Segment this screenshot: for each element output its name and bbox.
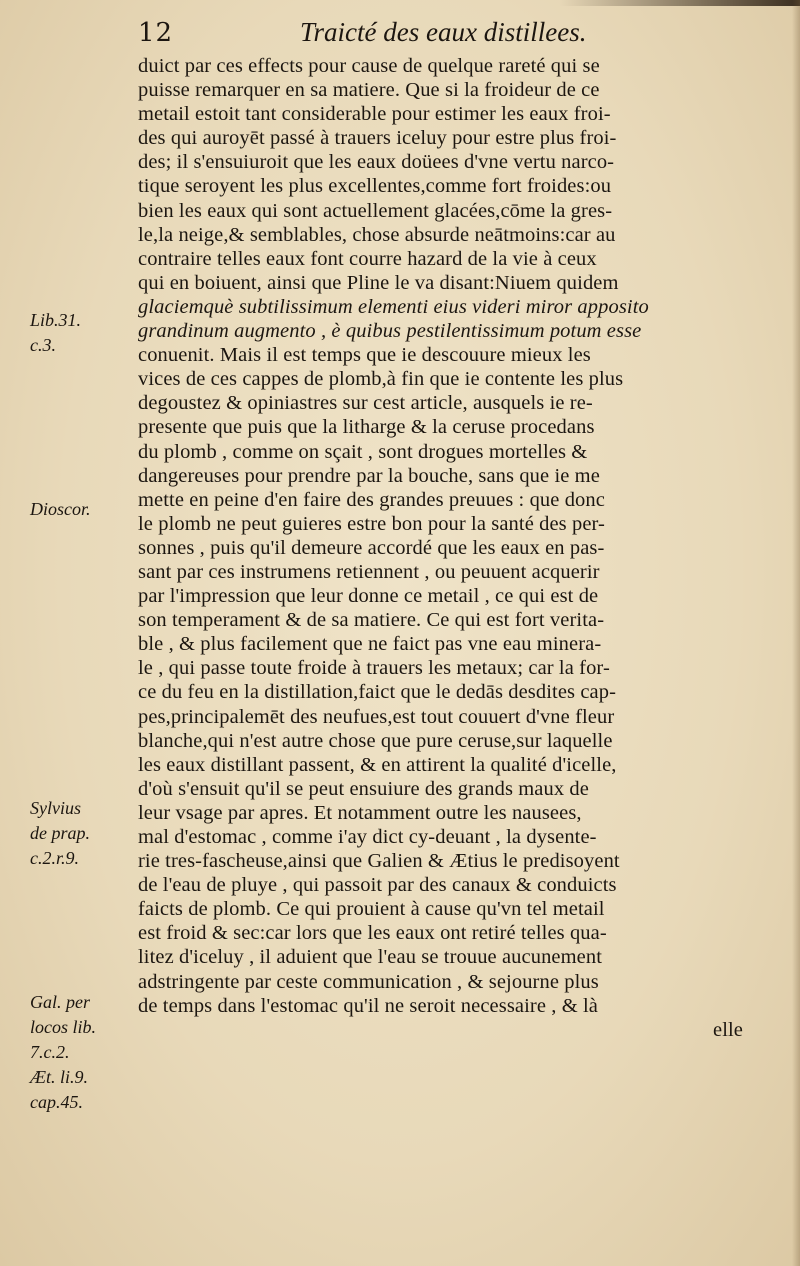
text-line: des; il s'ensuiuroit que les eaux doüees d'vne vertu narco- [138, 151, 615, 174]
text-line: mal d'estomac , comme i'ay dict cy-deuant , la dysente- [138, 826, 597, 848]
margin-note-line: Dioscor. [30, 499, 91, 519]
text-line: mette en peine d'en faire des grandes preuues : que donc [138, 488, 605, 511]
page-edge-right [792, 0, 800, 1266]
body-text [138, 54, 743, 1042]
text-line: contraire telles eaux font courre hazard de la vie à ceux [138, 247, 597, 270]
text-line: adstringente par ceste communication , & sejourne plus [138, 970, 599, 993]
text-line: conuenit. Mais il est temps que ie descouure mieux les [138, 344, 591, 367]
margin-note-line: locos lib. [30, 1017, 96, 1037]
running-title: Traicté des eaux distillees. [300, 17, 587, 47]
margin-note-dioscorides [30, 497, 130, 522]
margin-note-sylvius [30, 796, 130, 871]
margin-note-line: c.2.r.9. [30, 848, 79, 868]
text-line: rie tres-fascheuse,ainsi que Galien & Ætius le predisoyent [138, 850, 620, 873]
text-line: pes,principalemēt des neufues,est tout couuert d'vne fleur [138, 705, 615, 728]
catchword: elle [713, 1018, 743, 1041]
text-line: son temperament & de sa matiere. Ce qui est fort verita- [138, 609, 605, 632]
text-line: vices de ces cappes de plomb,à fin que ie contente les plus [138, 368, 624, 391]
text-line: ce du feu en la distillation,faict que le dedās desdites cap- [138, 681, 616, 704]
text-line: de l'eau de pluye , qui passoit par des canaux & conduicts [138, 874, 617, 897]
text-line: ble , & plus facilement que ne faict pas vne eau minera- [138, 633, 602, 656]
margin-note-line: de prap. [30, 823, 90, 843]
margin-note-line: Lib.31. [30, 310, 82, 330]
text-line: par l'impression que leur donne ce metail , ce qui est de [138, 585, 599, 608]
text-line: blanche,qui n'est autre chose que pure ceruse,sur laquelle [138, 729, 613, 752]
margin-note-galen-aetius [30, 990, 130, 1115]
text-line: degoustez & opiniastres sur cest article, ausquels ie re- [138, 392, 593, 415]
margin-note-line: Sylvius [30, 798, 81, 818]
margin-note-line: Æt. li.9. [30, 1067, 89, 1087]
text-line: tique seroyent les plus excellentes,comme fort froides:ou [138, 175, 612, 198]
text-line: le , qui passe toute froide à trauers les metaux; car la for- [138, 657, 610, 680]
text-line: qui en boiuent, ainsi que Pline le va disant:Niuem quidem [138, 271, 619, 294]
margin-note-line: cap.45. [30, 1092, 83, 1112]
text-line: des qui auroyēt passé à trauers iceluy pour estre plus froi- [138, 127, 617, 150]
text-line: d'où s'ensuit qu'il se peut ensuiure des grands maux de [138, 777, 589, 800]
text-line: bien les eaux qui sont actuellement glacées,cōme la gres- [138, 199, 613, 222]
text-line: dangereuses pour prendre par la bouche, sans que ie me [138, 464, 600, 487]
text-line: le plomb ne peut guieres estre bon pour la santé des per- [138, 512, 605, 535]
text-line: faicts de plomb. Ce qui prouient à cause qu'vn tel metail [138, 898, 605, 921]
page-number: 12 [138, 18, 174, 48]
margin-note-line: Gal. per [30, 992, 90, 1012]
text-line: du plomb , comme on sçait , sont drogues mortelles & [138, 440, 588, 463]
text-line: est froid & sec:car lors que les eaux ont retiré telles qua- [138, 922, 607, 945]
text-line: de temps dans l'estomac qu'il ne seroit necessaire , & là [138, 994, 598, 1017]
margin-note-pline [30, 308, 130, 358]
text-line: duict par ces effects pour cause de quelque rareté qui se [138, 55, 600, 77]
text-line: sonnes , puis qu'il demeure accordé que les eaux en pas- [138, 536, 605, 559]
text-line: puisse remarquer en sa matiere. Que si la froideur de ce [138, 79, 600, 102]
text-line: presente que puis que la litharge & la ceruse procedans [138, 416, 595, 439]
text-line: les eaux distillant passent, & en attirent la qualité d'icelle, [138, 753, 617, 776]
text-line: sant par ces instrumens retiennent , ou peuuent acquerir [138, 560, 600, 583]
text-line: le,la neige,& semblables, chose absurde neātmoins:car au [138, 223, 616, 246]
latin-quote-line: glaciemquè subtilissimum elementi eius videri miror apposito [138, 295, 649, 318]
latin-quote-line: grandinum augmento , è quibus pestilentissimum potum esse [138, 320, 642, 343]
text-line: litez d'iceluy , il aduient que l'eau se trouue aucunement [138, 946, 603, 969]
margin-note-line: c.3. [30, 335, 56, 355]
page-edge-shadow [560, 0, 800, 6]
text-line: leur vsage par apres. Et notamment outre les nausees, [138, 801, 582, 824]
margin-note-line: 7.c.2. [30, 1042, 70, 1062]
text-line: metail estoit tant considerable pour estimer les eaux froi- [138, 103, 611, 126]
